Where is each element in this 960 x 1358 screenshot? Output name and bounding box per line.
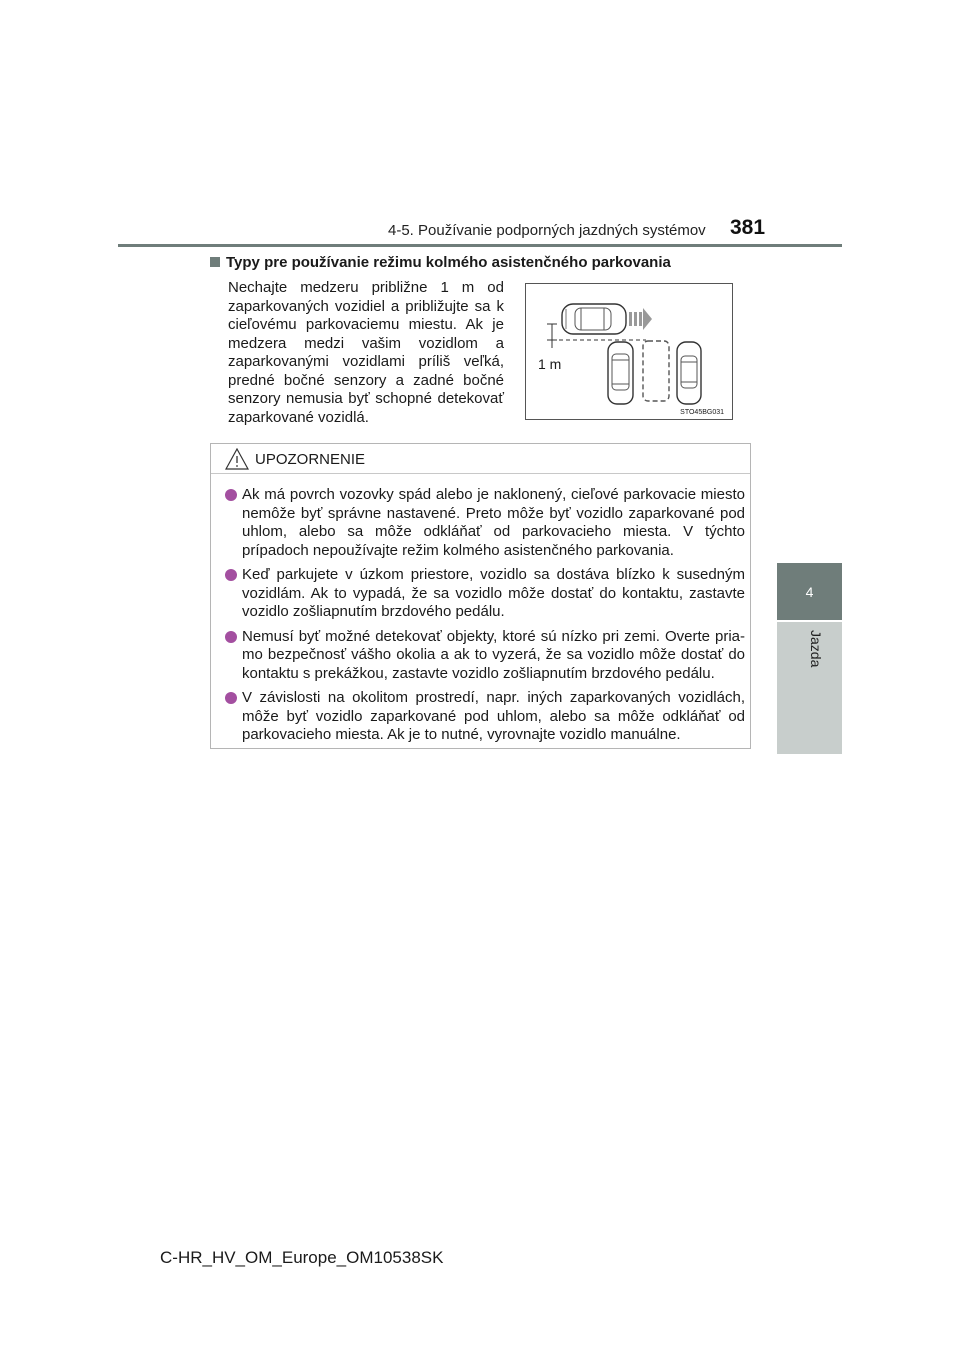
page-number: 381 (730, 216, 766, 239)
parking-diagram (526, 284, 732, 419)
caution-item-text: Nemusí byť možné detekovať objekty, ktoré sú nízko pri zemi. Overte priamo bezpečnosť vášho okolia a ak to vyzerá, že sa vozidlo môže dostať do kontaktu s prekážkou, zastavte vozidlo zošliapnutím brzdového pedálu. (242, 627, 745, 682)
bullet-icon (225, 569, 237, 581)
caution-item (225, 628, 745, 684)
section-intro: Nechajte medzeru približne 1 m od zaparkovaných vozidiel a približujte sa k cieľovému parkovaciemu miestu. Ak je medzera medzi vašim vozidlom a zaparkovanými vozidlami príliš veľká, predné bočné senzory a zadné bočné senzory nemusia byť schopné detekovať zaparkované vozidlá. (228, 279, 504, 426)
target-parking-slot (643, 341, 669, 401)
chapter-title: Jazda (808, 630, 824, 668)
section-heading-text: Typy pre používanie režimu kolmého asistenčného parkovania (226, 254, 671, 271)
caution-header (211, 444, 750, 474)
warning-triangle-icon (225, 448, 249, 470)
bullet-icon (225, 631, 237, 643)
parked-car-right-icon (677, 342, 701, 404)
distance-label: 1 m (538, 356, 562, 372)
bullet-icon (225, 489, 237, 501)
caution-item (225, 566, 745, 622)
direction-arrow-icon (629, 308, 652, 330)
chapter-tab (777, 563, 842, 620)
chapter-number: 4 (805, 583, 814, 600)
caution-item-text: V závislosti na okolitom prostredí, napr. iných zaparkovaných vozidlách, môže byť vozidlo zaparkované pod uhlom, alebo sa môže odkláňať od parkovacieho miesta. Ak je to nutné, vyrovnajte vozidlo manuálne. (242, 689, 745, 743)
header-section-title: 4-5. Používanie podporných jazdných systémov (388, 222, 706, 239)
caution-item-text: Ak má povrch vozovky spád alebo je naklonený, cieľové parkovacie miesto nemôže byť správne nastavené. Preto môže byť vozidlo zaparkované pod uhlom, alebo sa môže odkláňať od parkovacieho miesta. V týchto prípadoch nepoužívajte režim kolmého asistenčného parkovania. (242, 486, 745, 559)
header-rule (118, 244, 842, 247)
caution-title: UPOZORNENIE (255, 451, 366, 468)
caution-item (225, 689, 745, 745)
bullet-icon (225, 692, 237, 704)
caution-box (210, 443, 751, 749)
caution-item-text: Keď parkujete v úzkom priestore, vozidlo sa dostáva blízko k susedným vozidlám. Ak to vypadá, že sa vozidlo môže dostať do kontaktu, zastavte vozidlo zošliapnutím brzdového pedálu. (242, 566, 745, 620)
caution-item (225, 486, 745, 560)
footer-document-code: C-HR_HV_OM_Europe_OM10538SK (160, 1248, 444, 1267)
figure-code: STO45BG031 (680, 409, 724, 416)
moving-car-icon (562, 304, 626, 334)
parked-car-left-icon (608, 342, 633, 404)
caution-list (225, 486, 745, 751)
section-heading (210, 254, 770, 271)
square-bullet-icon (210, 257, 220, 267)
parking-figure (525, 283, 733, 420)
